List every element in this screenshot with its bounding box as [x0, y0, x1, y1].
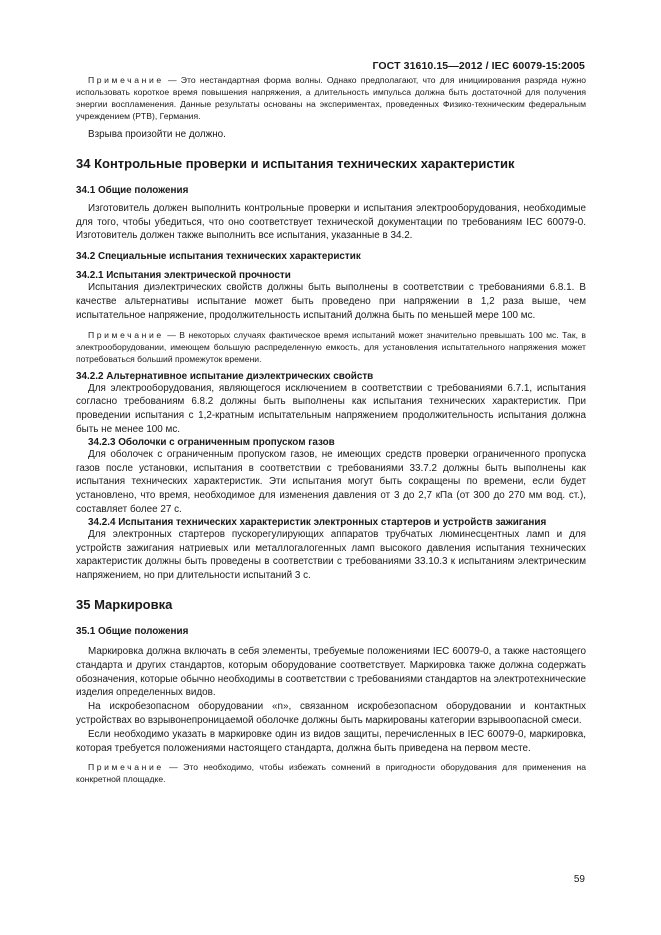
note-waveform	[76, 74, 586, 122]
note-text: — Это нестандартная форма волны. Однако предполагают, что для инициирования разряда нужно использовать короткое время повышения напряжения, а длительность импульса должна быть достаточной для получения энергии воспламенения. Данные результаты основаны на экспериментах, проведенных Физико-техническим федеральным учреждением (PTB), Германия.	[76, 75, 586, 121]
section-34-2-heading: 34.2 Специальные испытания технических характеристик	[76, 251, 361, 263]
section-34-2-2-heading: 34.2.2 Альтернативное испытание диэлектрических свойств	[76, 370, 374, 382]
note-text: — Это необходимо, чтобы избежать сомнений в пригодности оборудования для применения на конкретной площадке.	[76, 762, 586, 785]
note-marking	[76, 761, 586, 785]
note-test-duration	[76, 329, 586, 365]
section-35-1-paragraph-3: Если необходимо указать в маркировке один из видов защиты, перечисленных в IEC 60079-0, маркировка, которая требуется положениями настоящего стандарта, должна быть приведена на первом месте.	[76, 728, 586, 754]
section-35-1-heading: 35.1 Общие положения	[76, 625, 189, 637]
section-34-2-4-text: Для электронных стартеров пускорегулирующих аппаратов трубчатых люминесцентных ламп и для устройств зажигания натриевых или металлогалогенных ламп высокого давления испытания технических характеристик должны быть проведены в соответствии с требованиями 33.10.3 к испытаниям электрическим напряжением, но при длительности испытаний 3 с.	[76, 528, 586, 582]
section-34-2-1-heading: 34.2.1 Испытания электрической прочности	[76, 270, 291, 282]
page-content	[76, 74, 586, 785]
section-34-2-2-text: Для электрооборудования, являющегося исключением в соответствии с требованиями 6.7.1, испытания согласно требованиям 6.8.2 должны быть выполнены как испытания технических характеристик. При проведении испытания с 1,2-кратным испытательным напряжением продолжительность испытания должна быть не менее 100 мс.	[76, 382, 586, 435]
section-34-2-3-heading: 34.2.3 Оболочки с ограниченным пропуском газов	[88, 436, 335, 448]
section-34-2-3-text: Для оболочек с ограниченным пропуском газов, не имеющих средств проверки ограниченного пропуска газов после установки, испытания в соответствии с требованиями 33.7.2 должны быть выполнены как испытания технических характеристик. Эти испытания могут быть сокращены по времени, если будет установлено, что время, необходимое для изменения давления от 3 до 2,7 кПа (от 300 до 270 мм вод. ст.), составляет более 27 с.	[76, 448, 586, 515]
note-label: Примечание	[88, 75, 164, 85]
section-34-2-4-heading: 34.2.4 Испытания технических характеристик электронных стартеров и устройств зажигания	[88, 516, 547, 528]
section-35-1-paragraph-1: Маркировка должна включать в себя элементы, требуемые положениями IEC 60079-0, а также настоящего стандарта и других стандартов, которым оборудование соответствует. Маркировка также должна содержать обозначения, которые обычно необходимы в соответствии с требованиями стандартов на электротехнические изделия определенных видов.	[76, 645, 586, 699]
paragraph-no-explosion: Взрыва произойти не должно.	[88, 129, 226, 140]
section-34-2-1-text: Испытания диэлектрических свойств должны быть выполнены в соответствии с требованиями 6.8.1. В качестве альтернативы испытание может быть проведено при напряжении в 1,2 раза выше, чем испытательное напряжение, продолжительность испытаний должна быть по меньшей мере 100 мс.	[76, 282, 586, 321]
note-label: Примечание	[88, 329, 164, 340]
note-text: — В некоторых случаях фактическое время испытаний может значительно превышать 100 мс. Так, в электрооборудовании, имеющем большую распределенную емкость, для установления испытательного напряжения может потребоваться больший промежуток времени.	[76, 329, 586, 364]
section-34-1-heading: 34.1 Общие положения	[76, 184, 189, 196]
note-label: Примечание	[88, 762, 164, 773]
section-34-heading: 34 Контрольные проверки и испытания технических характеристик	[76, 155, 515, 171]
section-35-heading: 35 Маркировка	[76, 596, 173, 612]
page-number: 59	[573, 874, 585, 885]
section-34-1-text: Изготовитель должен выполнить контрольные проверки и испытания электрооборудования, необходимые для того, чтобы убедиться, что оно соответствует технической документации по требованиям IEC 60079-0. Изготовитель должен также выполнить все испытания, указанные в 34.2.	[76, 202, 586, 242]
document-header: ГОСТ 31610.15—2012 / IEC 60079-15:2005	[372, 60, 585, 72]
section-35-1-paragraph-2: На искробезопасном оборудовании «n», связанном искробезопасном оборудовании и контактных устройствах во взрывонепроницаемой оболочке должны быть маркированы категории взрывоопасной смеси.	[76, 701, 586, 726]
